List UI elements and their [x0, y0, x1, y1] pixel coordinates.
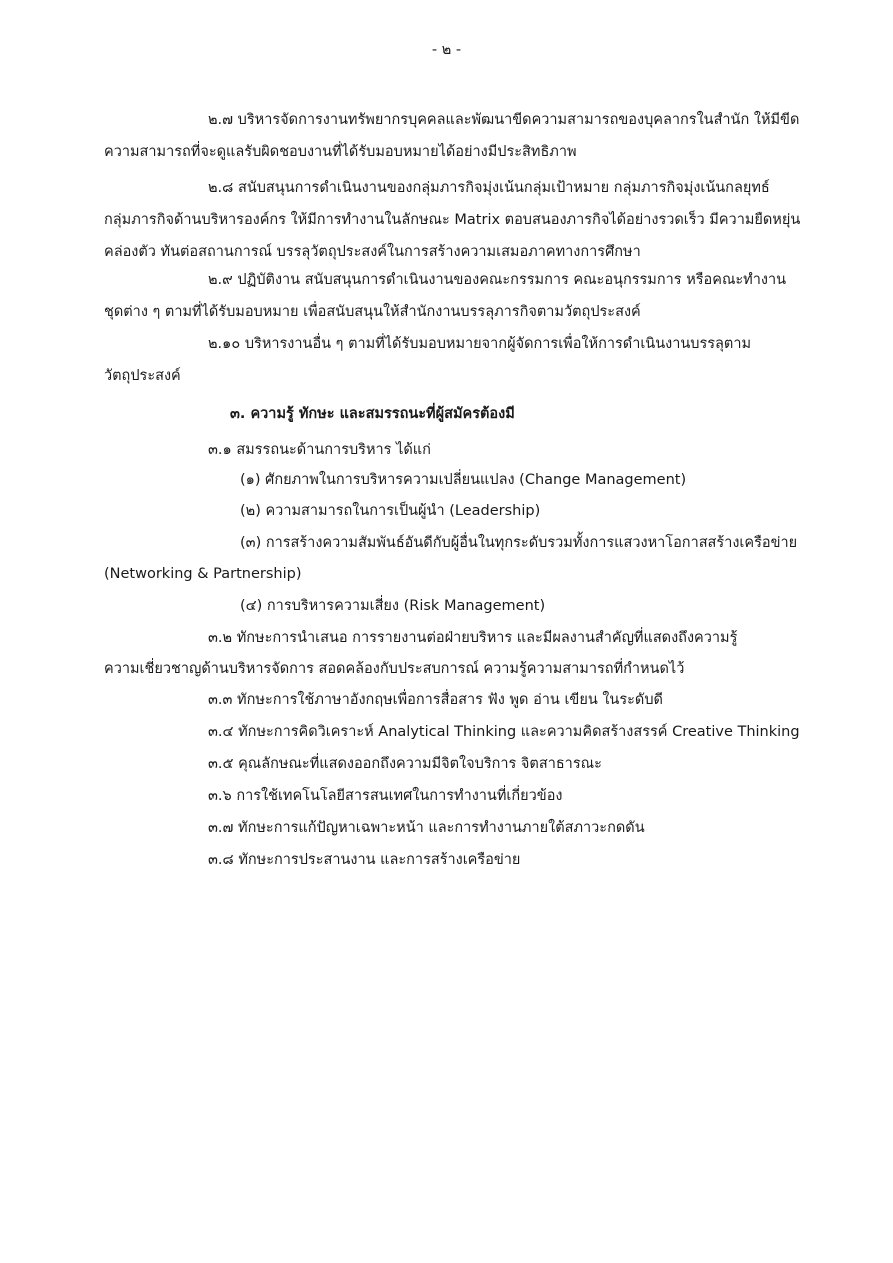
item-3-2-line-2: ความเชี่ยวชาญด้านบริหารจัดการ สอดคล้องกับประสบการณ์ ความรู้ความสามารถที่กำหนดไว้	[104, 661, 685, 677]
item-3-3: ๓.๓ ทักษะการใช้ภาษาอังกฤษเพื่อการสื่อสาร ฟัง พูด อ่าน เขียน ในระดับดี	[208, 692, 663, 708]
item-2-9-line-1: ๒.๙ ปฏิบัติงาน สนับสนุนการดำเนินงานของคณะกรรมการ คณะอนุกรรมการ หรือคณะทำงาน	[208, 272, 787, 288]
item-3-4: ๓.๔ ทักษะการคิดวิเคราะห์ Analytical Thinking และความคิดสร้างสรรค์ Creative Thinking	[208, 724, 800, 740]
item-2-7-line-2: ความสามารถที่จะดูแลรับผิดชอบงานที่ได้รับมอบหมายได้อย่างมีประสิทธิภาพ	[104, 144, 577, 160]
item-3-1: ๓.๑ สมรรถนะด้านการบริหาร ได้แก่	[208, 442, 431, 458]
page-number: - ๒ -	[431, 42, 462, 58]
item-3-1-sub-4: (๔) การบริหารความเสี่ยง (Risk Management)	[240, 598, 546, 614]
item-3-2-line-1: ๓.๒ ทักษะการนำเสนอ การรายงานต่อฝ่ายบริหาร และมีผลงานสำคัญที่แสดงถึงความรู้	[208, 630, 738, 646]
item-3-1-sub-1: (๑) ศักยภาพในการบริหารความเปลี่ยนแปลง (Change Management)	[240, 472, 687, 488]
item-2-8-line-3: คล่องตัว ทันต่อสถานการณ์ บรรลุวัตถุประสงค์ในการสร้างความเสมอภาคทางการศึกษา	[104, 244, 641, 260]
item-3-1-sub-3-line-1: (๓) การสร้างความสัมพันธ์อันดีกับผู้อื่นในทุกระดับรวมทั้งการแสวงหาโอกาสสร้างเครือข่าย	[240, 535, 798, 551]
item-2-10-line-2: วัตถุประสงค์	[104, 368, 181, 384]
item-3-1-sub-3-line-2: (Networking & Partnership)	[104, 566, 302, 582]
item-3-8: ๓.๘ ทักษะการประสานงาน และการสร้างเครือข่าย	[208, 852, 521, 868]
item-2-8-line-1: ๒.๘ สนับสนุนการดำเนินงานของกลุ่มภารกิจมุ่งเน้นกลุ่มเป้าหมาย กลุ่มภารกิจมุ่งเน้นกลยุทธ์	[208, 180, 770, 196]
item-2-10-line-1: ๒.๑๐ บริหารงานอื่น ๆ ตามที่ได้รับมอบหมายจากผู้จัดการเพื่อให้การดำเนินงานบรรลุตาม	[208, 336, 752, 352]
item-2-9-line-2: ชุดต่าง ๆ ตามที่ได้รับมอบหมาย เพื่อสนับสนุนให้สำนักงานบรรลุภารกิจตามวัตถุประสงค์	[104, 304, 641, 320]
item-3-1-sub-2: (๒) ความสามารถในการเป็นผู้นำ (Leadership)	[240, 503, 541, 519]
item-3-7: ๓.๗ ทักษะการแก้ปัญหาเฉพาะหน้า และการทำงานภายใต้สภาวะกดดัน	[208, 820, 645, 836]
section-3-heading: ๓. ความรู้ ทักษะ และสมรรถนะที่ผู้สมัครต้องมี	[230, 406, 515, 422]
item-3-6: ๓.๖ การใช้เทคโนโลยีสารสนเทศในการทำงานที่เกี่ยวข้อง	[208, 788, 563, 804]
item-2-8-line-2: กลุ่มภารกิจด้านบริหารองค์กร ให้มีการทำงานในลักษณะ Matrix ตอบสนองภารกิจได้อย่างรวดเร็ว มีความยืดหยุ่น	[104, 212, 801, 228]
item-3-5: ๓.๕ คุณลักษณะที่แสดงออกถึงความมีจิตใจบริการ จิตสาธารณะ	[208, 756, 602, 772]
item-2-7-line-1: ๒.๗ บริหารจัดการงานทรัพยากรบุคคลและพัฒนาขีดความสามารถของบุคลากรในสำนัก ให้มีขีด	[208, 112, 800, 128]
